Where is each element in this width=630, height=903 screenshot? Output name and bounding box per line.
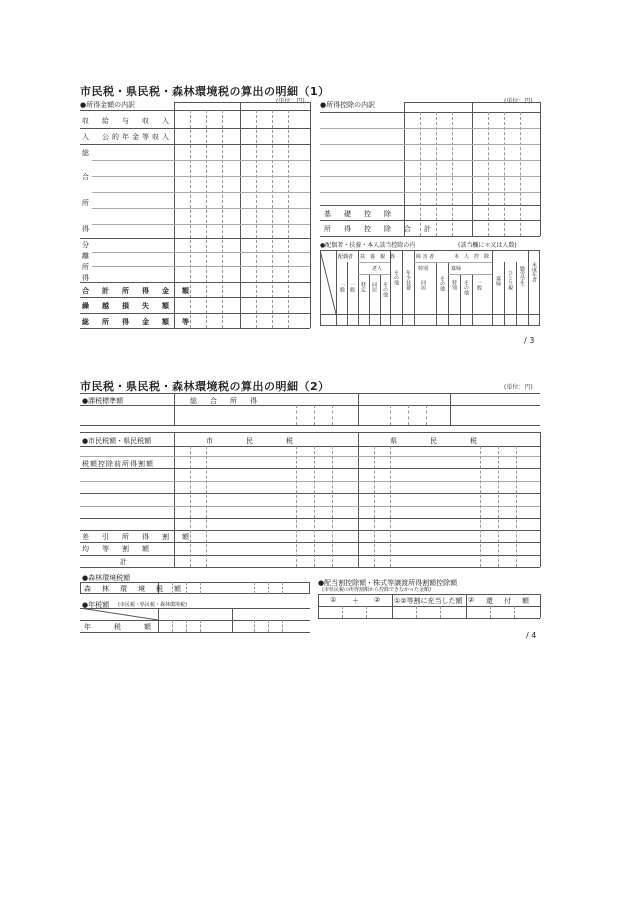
header-dokyo: 同居 <box>371 282 377 292</box>
haito-col-refund: 還 付 額 <box>486 597 531 605</box>
net-income-levy-label: 差 引 所 得 割 額 <box>82 533 192 541</box>
separate-char-2: 離 <box>82 252 92 260</box>
haito-col-1: ① <box>330 596 337 604</box>
header-ippan-fu: 一般 <box>476 280 482 290</box>
pretax-income-levy-label: 税額控除前所得割額 <box>82 460 154 468</box>
haito-col-juto: ①②等割に充当した額 <box>394 597 463 605</box>
income-unit: (単位：円) <box>276 98 305 105</box>
income-row-pension: 入 公的年金等収入 <box>82 133 172 141</box>
page1-title: 市民税・県民税・森林環境税の算出の明細（1） <box>80 85 330 98</box>
header-nenshosha: 年少扶養 <box>405 270 411 290</box>
nenzei-row-label: 年 税 額 <box>84 623 154 631</box>
diagonal-line-icon-nenzei <box>80 608 158 620</box>
separate-char-1: 分 <box>82 241 92 249</box>
header-sonota: その他 <box>393 270 399 285</box>
dependents-note: (該当欄に＊又は人数) <box>458 242 517 249</box>
dependents-section-title: ●配偶者・扶養・本人該当控除の内 <box>320 242 416 249</box>
income-row-go: 合 <box>82 173 92 181</box>
income-section-title: ●所得金額の内訳 <box>80 101 136 109</box>
header-fu-2: 寡婦 <box>495 276 501 286</box>
header-fuyo: 扶 養 親 族 <box>360 254 396 260</box>
income-row-salary: 収 給 与 収 入 <box>82 117 172 125</box>
haito-col-plus: ＋ <box>352 597 359 605</box>
header-tokubetsu: 特別 <box>418 266 429 272</box>
header-dokyo-shogai: 同居 <box>420 280 426 290</box>
shinrin-row-label: 森 林 環 境 税 額 <box>84 585 183 593</box>
separate-char-4: 得 <box>82 274 92 282</box>
deduction-total-label: 所 得 控 除 合 計 <box>324 225 434 233</box>
zeigaku-section-title: ●市民税額・県民税額 <box>82 437 152 445</box>
header-kinro: 勤労学生 <box>519 266 525 286</box>
nenzei-section-title: ●年税額 <box>82 601 110 609</box>
total-label: 計 <box>120 558 130 566</box>
kazei-section-title: ●課税標準額 <box>82 397 124 405</box>
total-income-label: 合 計 所 得 金 額 <box>82 287 192 295</box>
header-ippan: 一般 <box>339 282 345 292</box>
deduction-section-title: ●所得控除の内訳 <box>320 101 376 109</box>
haito-section-title: ●配当割控除額・株式等譲渡所得割額控除額 <box>318 579 458 587</box>
separate-char-3: 所 <box>82 263 92 271</box>
gross-income-label: 総 所 得 金 額 等 <box>82 318 192 326</box>
carryover-loss-label: 繰 越 損 失 額 <box>82 302 172 310</box>
page2-title: 市民税・県民税・森林環境税の算出の明細（2） <box>80 380 330 393</box>
haito-section-sub: (市県民税の所得割額から控除できなかった金額) <box>322 587 431 593</box>
header-tokubetsu-fu: 特別 <box>451 280 457 290</box>
zeigaku-col-city: 市 民 税 <box>206 437 296 445</box>
header-fu: 寡婦 <box>451 266 462 272</box>
header-rojin: 老人 <box>372 266 383 272</box>
zeigaku-col-pref: 県 民 税 <box>390 437 480 445</box>
shinrin-section-title: ●森林環境税額 <box>82 574 131 582</box>
header-sonota-fu: その他 <box>463 280 469 295</box>
deduction-unit: (単位：円) <box>504 98 533 105</box>
income-row-toku: 得 <box>82 225 92 233</box>
income-row-sho: 所 <box>82 199 92 207</box>
header-hitori: ひとり親 <box>507 270 513 290</box>
header-mikon: 未成年者 <box>531 262 537 282</box>
page2-unit: (単位：円) <box>504 384 533 391</box>
income-row-so: 総 <box>82 149 92 157</box>
page2-number: / 4 <box>526 631 537 640</box>
header-shogai: 障 害 者 <box>416 254 435 260</box>
basic-deduction-label: 基 礎 控 除 <box>324 210 394 218</box>
header-spouse: 配偶者 <box>338 254 354 260</box>
header-honnin: 本 人 控 除 <box>454 254 490 260</box>
per-capita-levy-label: 均 等 割 額 <box>82 545 152 553</box>
kazei-col-sogo: 総 合 所 得 <box>190 397 260 405</box>
page1-number: / 3 <box>524 336 535 345</box>
header-sonota-rojin: その他 <box>382 282 388 297</box>
diagonal-line-icon <box>320 250 336 314</box>
haito-col-2b: ② <box>468 596 475 604</box>
header-sonota-shogai: その他 <box>439 276 445 291</box>
header-ippan-fuyo: 一般 <box>349 282 355 292</box>
haito-col-2: ② <box>374 596 381 604</box>
nenzei-section-sub: (市民税・県民税・森林環境税) <box>118 602 187 608</box>
header-tokutei: 特定 <box>360 282 366 292</box>
